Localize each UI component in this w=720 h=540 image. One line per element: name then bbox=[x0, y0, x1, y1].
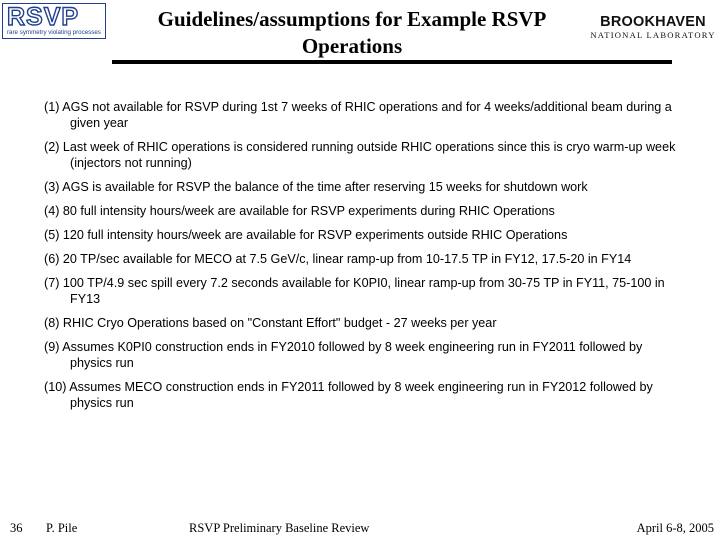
assumption-item-9: (9) Assumes K0PI0 construction ends in FY2010 followed by 8 week engineering run in FY2011 followed by physics run bbox=[44, 340, 643, 370]
assumption-item-6: (6) 20 TP/sec available for MECO at 7.5 GeV/c, linear ramp-up from 10-17.5 TP in FY12, 17.5-20 in FY14 bbox=[44, 252, 632, 266]
assumption-item-8: (8) RHIC Cryo Operations based on "Constant Effort" budget - 27 weeks per year bbox=[44, 316, 497, 330]
assumption-item-2: (2) Last week of RHIC operations is considered running outside RHIC operations since this is cryo warm-up week (injectors not running) bbox=[44, 140, 676, 170]
footer-author: P. Pile bbox=[46, 521, 78, 535]
slide-footer bbox=[0, 520, 720, 536]
assumption-item-7: (7) 100 TP/4.9 sec spill every 7.2 seconds available for K0PI0, linear ramp-up from 30-75 TP in FY11, 75-100 in FY13 bbox=[44, 276, 665, 306]
footer-date: April 6-8, 2005 bbox=[636, 521, 714, 535]
rsvp-logo-tagline: rare symmetry violating processes bbox=[7, 29, 101, 36]
brookhaven-logo bbox=[590, 14, 716, 44]
assumption-item-10: (10) Assumes MECO construction ends in FY2011 followed by 8 week engineering run in FY2012 followed by physics run bbox=[44, 380, 653, 410]
slide-title: Guidelines/assumptions for Example RSVP Operations bbox=[157, 7, 547, 58]
assumptions-list bbox=[44, 99, 684, 419]
rsvp-logo bbox=[2, 3, 106, 39]
page-number: 36 bbox=[10, 521, 23, 535]
brookhaven-logo-tagline: NATIONAL LABORATORY bbox=[590, 30, 716, 40]
brookhaven-logo-name: BROOKHAVEN bbox=[600, 14, 706, 30]
assumption-item-1: (1) AGS not available for RSVP during 1st 7 weeks of RHIC operations and for 4 weeks/additional beam during a given year bbox=[44, 100, 672, 130]
footer-review-name: RSVP Preliminary Baseline Review bbox=[189, 521, 370, 535]
assumption-item-5: (5) 120 full intensity hours/week are available for RSVP experiments outside RHIC Operations bbox=[44, 228, 568, 242]
assumption-item-4: (4) 80 full intensity hours/week are available for RSVP experiments during RHIC Operations bbox=[44, 204, 555, 218]
assumption-item-3: (3) AGS is available for RSVP the balance of the time after reserving 15 weeks for shutdown work bbox=[44, 180, 588, 194]
rsvp-logo-word: RSVP bbox=[7, 3, 80, 31]
title-divider bbox=[112, 60, 672, 64]
